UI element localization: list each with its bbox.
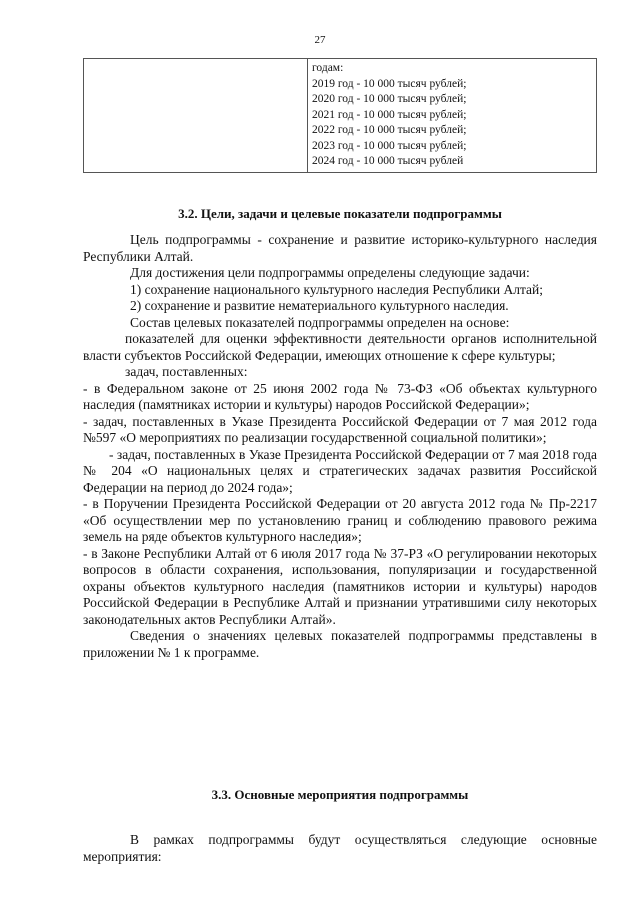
paragraph: В рамках подпрограммы будут осуществляться следующие основные мероприятия: [83, 832, 597, 864]
paragraph: 1) сохранение национального культурного наследия Республики Алтай; [130, 281, 543, 297]
paragraph: Состав целевых показателей подпрограммы определен на основе: [130, 314, 510, 330]
table-line: 2022 год - 10 000 тысяч рублей; [312, 124, 467, 136]
table-line: 2020 год - 10 000 тысяч рублей; [312, 93, 467, 105]
paragraph: - в Поручении Президента Российской Федерации от 20 августа 2012 года № Пр-2217 «Об осуществлении мер по установлению границ и соблюдению правового режима земель на ряде объектов культурного наследия»; [83, 496, 597, 544]
table-cell-empty [84, 59, 308, 173]
page-number: 27 [314, 34, 326, 46]
paragraph: 2) сохранение и развитие нематериального культурного наследия. [130, 298, 509, 313]
table-line: 2019 год - 10 000 тысяч рублей; [312, 77, 467, 90]
paragraph: Для достижения цели подпрограммы определены следующие задачи: [130, 265, 530, 280]
section-body-3-2 [83, 232, 597, 661]
paragraph: задач, поставленных: [125, 364, 248, 379]
section-heading-3-3: 3.3. Основные мероприятия подпрограммы [211, 787, 469, 802]
table-line: 2024 год - 10 000 тысяч рублей [312, 155, 464, 167]
paragraph: - задач, поставленных в Указе Президента Российской Федерации от 7 мая 2018 года № 204 «О национальных целях и стратегических задачах развития Российской Федерации на период до 2024 года»; [83, 446, 597, 495]
paragraph: - задач, поставленных в Указе Президента Российской Федерации от 7 мая 2012 года №597 «О мероприятиях по реализации государственной социальной политики»; [83, 413, 597, 445]
continuation-table [83, 58, 597, 173]
paragraph: Цель подпрограммы - сохранение и развитие историко-культурного наследия Республики Алтай. [83, 232, 597, 264]
table-cell-funding [308, 59, 597, 173]
table-line: 2023 год - 10 000 тысяч рублей; [312, 139, 467, 152]
table-row [84, 59, 597, 173]
paragraph: - в Федеральном законе от 25 июня 2002 года № 73-ФЗ «Об объектах культурного наследия (памятниках истории и культуры) народов Российской Федерации»; [83, 380, 597, 412]
table-line: 2021 год - 10 000 тысяч рублей; [312, 108, 467, 121]
section-body-3-3 [83, 832, 597, 865]
paragraph: - в Законе Республики Алтай от 6 июля 2017 года № 37-РЗ «О регулировании некоторых вопросов в области сохранения, использования, популяризации и государственной охраны объектов культурного наследия (памятников истории и культуры) народов Российской Федерации в Республике Алтай и признании утратившими силу некоторых законодательных актов Республики Алтай». [83, 545, 597, 627]
table-line: годам: [312, 62, 344, 74]
paragraph: Сведения о значениях целевых показателей подпрограммы представлены в приложении № 1 к программе. [83, 628, 597, 660]
paragraph: показателей для оценки эффективности деятельности органов исполнительной власти субъектов Российской Федерации, имеющих отношение к сфере культуры; [83, 331, 597, 363]
section-heading-3-2: 3.2. Цели, задачи и целевые показатели подпрограммы [178, 206, 502, 221]
